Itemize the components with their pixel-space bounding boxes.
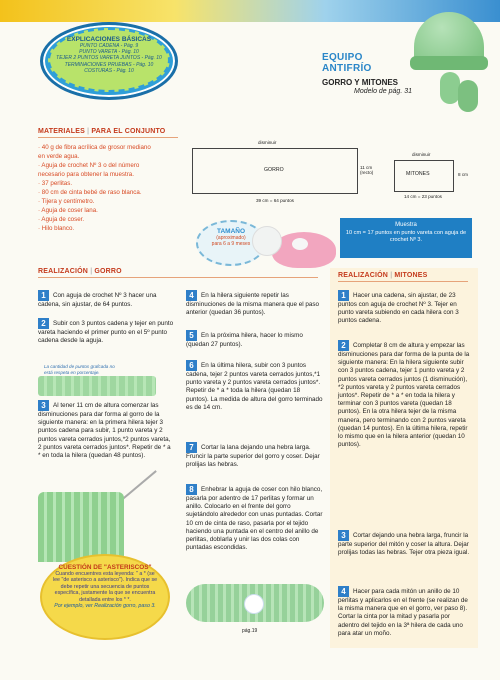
mitones-rule (338, 281, 468, 282)
material-item: · Aguja de coser. (38, 216, 85, 223)
gorro-step (186, 484, 324, 552)
gorro-heading (38, 268, 122, 275)
material-item: necesario para obtener la muestra. (38, 171, 134, 178)
materials-heading-main: MATERIALES (38, 128, 85, 135)
model-ref: Modelo de pág. 31 (354, 88, 412, 95)
gorro-step (186, 360, 324, 412)
gorro-step (38, 318, 174, 345)
step-text: Hacer para cada mitón un anillo de 10 perlitas y aplicarlos en el frente (se realizan de la misma manera que en el gorro, ver paso 8). Cortar la cinta por la mitad y pasarla por adentro del tejido en la 3ª hilera de cada uno para atar un moño. (338, 588, 468, 637)
material-item: · 80 cm de cinta bebé de raso blanca. (38, 189, 142, 196)
asterisk-note (40, 554, 170, 640)
size-text: para 6 a 9 meses (211, 241, 251, 247)
mitones-step (338, 586, 470, 638)
mitones-width-label: 14 cm = 23 puntos (404, 194, 442, 199)
material-item: · Hilo blanco. (38, 225, 75, 232)
basics-line: TEJER 2 PUNTOS VARETA JUNTOS - Pág. 10 (56, 55, 162, 62)
step-number: 2 (338, 340, 349, 351)
mitones-heading-main: REALIZACIÓN (338, 272, 389, 279)
basics-line: TERMINACIONES PRUEBAS - Pág. 10 (64, 61, 154, 68)
gorro-label: GORRO (264, 167, 284, 173)
asterisk-note-title: CUESTIÓN DE "ASTERISCOS" (58, 564, 152, 571)
gorro-decrease-label: disminuir (258, 140, 277, 145)
turtle-spot (292, 238, 308, 250)
step-number: 2 (38, 318, 49, 329)
top-color-bar (0, 0, 500, 22)
asterisk-note-body: Cuando encuentres esta leyenda: " a * (se lee "de asterisco a asterisco"). Indica que se debe repetir una secuencia de puntos específica, justamente la que se encuentra detallada entre los * *. (52, 571, 158, 603)
gorro-step (186, 330, 324, 349)
step-text: En la última hilera, subir con 3 puntos cadena, tejer 2 puntos vareta cerrados juntos,*1 punto vareta y 2 puntos vareta cerrados juntos*. Repetir de * a * toda la hilera (quedan 18 puntos). La medida de altura del gorro terminado es de 14 cm. (186, 362, 323, 411)
step-text: Cortar dejando una hebra larga, fruncir la parte superior del mitón y coser la altura. Dejar prolijas todas las hebras. Tejer otra pieza igual. (338, 532, 470, 557)
mitones-heading (338, 272, 428, 279)
mitones-step (338, 290, 470, 326)
step-number: 1 (38, 290, 49, 301)
material-item: · Aguja de crochet Nº 3 o del número (38, 162, 140, 169)
step-number: 7 (186, 442, 197, 453)
heading-separator: | (90, 268, 93, 275)
basics-badge (48, 28, 170, 92)
step-text: En la hilera siguiente repetir las disminuciones de la misma manera que el paso anterior (quedan 36 puntos). (186, 292, 320, 317)
gorro-step (186, 290, 324, 317)
mitones-label: MITONES (406, 171, 430, 177)
basics-badge-title: EXPLICACIONES BÁSICAS (66, 36, 152, 43)
mitones-step (338, 340, 470, 449)
project-title: GORRO Y MITONES (322, 78, 399, 87)
stitch-chart-image (38, 376, 156, 396)
step-text: En la próxima hilera, hacer lo mismo (quedan 27 puntos). (186, 332, 303, 348)
step-text: Hacer una cadena, sin ajustar, de 23 puntos con aguja de crochet Nº 3. Tejer en punto vareta subiendo en cada hilera con 3 puntos cadena. (338, 292, 459, 325)
material-item: · Aguja de coser lana. (38, 207, 98, 214)
size-title: TAMAÑO (216, 228, 246, 235)
materials-heading (38, 128, 165, 135)
mitones-height-label: 8 cm (458, 172, 468, 177)
asterisk-note-example: Por ejemplo, ver Realización gorro, paso 3. (54, 603, 156, 610)
page-number: pág.19 (242, 628, 258, 634)
step-text: Subir con 3 puntos cadena y tejer en punto vareta haciendo el primer punto en el 5º punto cadena desde la aguja. (38, 320, 174, 345)
section-title: EQUIPO ANTIFRÍO (322, 52, 372, 74)
gorro-step (186, 442, 324, 469)
step-text: Completar 8 cm de altura y empezar las disminuciones para dar forma de la punta de la siguiente manera: En la hilera siguiente subir con 3 puntos cadena, tejer 1 punto vareta y 2 puntos vareta cerrados juntos (1 disminución), *2 puntos vareta y 2 puntos vareta cerrados juntos*. Repetir de * a * en toda la hilera y terminar con 3 puntos vareta (quedan 18 puntos). En la otra hilera tejer de la misma manera, pero terminando con 2 puntos vareta (quedan 14 puntos). En la última hilera, repetir lo mismo que en la hilera anterior (quedan 10 puntos). (338, 342, 470, 449)
pearl-ring-image (244, 594, 264, 614)
gauge-title: Muestra (395, 222, 417, 228)
gorro-width-label: 39 cm = 64 puntos (256, 198, 294, 203)
gorro-step (38, 400, 174, 460)
size-sub: (aproximado) (216, 235, 246, 241)
mitones-heading-sub: MITONES (394, 272, 428, 279)
gauge-body: 10 cm = 17 puntos en punto vareta con aguja de crochet Nº 3. (345, 230, 467, 243)
mitten-photo (440, 72, 460, 104)
turtle-head (252, 226, 282, 256)
step-text: Cortar la lana dejando una hebra larga. Fruncir la parte superior del gorro y coser. Dejar prolijas las hebras. (186, 444, 320, 469)
chart-caption: La cantidad de puntos grafcada no está respeta en porcentaje. (44, 364, 115, 375)
heading-separator: | (87, 128, 90, 135)
page-header (322, 52, 412, 95)
materials-list (38, 143, 198, 233)
gorro-heading-main: REALIZACIÓN (38, 268, 89, 275)
hat-crochet-image (38, 492, 124, 562)
mitones-step (338, 530, 470, 557)
hat-brim-photo (410, 56, 488, 70)
basics-line: COSTURAS - Pág. 10 (84, 67, 134, 74)
material-item: en verde agua. (38, 153, 80, 160)
step-number: 5 (186, 330, 197, 341)
materials-rule (38, 137, 178, 138)
gauge-box (340, 218, 472, 258)
gorro-height-label: 11 cm (recto) (360, 165, 374, 175)
gorro-step (38, 290, 174, 309)
heading-separator: | (390, 272, 393, 279)
step-number: 8 (186, 484, 197, 495)
step-number: 3 (338, 530, 349, 541)
step-text: Enhebrar la aguja de coser con hilo blanco, pasarla por adentro de 17 perlitas y formar un anillo. Colocarlo en el frente del gorro sujetándolo alrededor con unas puntadas. Cortar 10 cm de cinta de raso, pasarla por el tejido haciendo una puntada en el centro del anillo de perlitas, doblarla y unir las dos colas con puntadas escondidas. (186, 486, 323, 552)
material-item: · 37 perlitas. (38, 180, 73, 187)
step-number: 1 (338, 290, 349, 301)
step-number: 3 (38, 400, 49, 411)
material-item: · 40 g de fibra acrílica de grosor mediano (38, 144, 151, 151)
mitones-decrease-label: disminuir (412, 152, 431, 157)
basics-line: PUNTO VARETA - Pág. 10 (79, 49, 139, 56)
step-number: 4 (186, 290, 197, 301)
gorro-heading-sub: GORRO (94, 268, 122, 275)
materials-heading-sub: PARA EL CONJUNTO (91, 128, 166, 135)
step-text: Con aguja de crochet Nº 3 hacer una cadena, sin ajustar, de 64 puntos. (38, 292, 157, 308)
gorro-rule (38, 277, 318, 278)
mitten-photo (458, 80, 478, 112)
step-text: Al tener 11 cm de altura comenzar las disminuciones para dar forma al gorro de la siguiente manera: en la primera hilera tejer 3 puntos cadena para subir, 1 punto vareta y 2 puntos vareta cerrados juntos,*2 puntos vareta, 2 puntos vareta cerrados juntos*. Repetir de * a * en toda la hilera (quedan 48 puntos). (38, 402, 171, 460)
basics-line: PUNTO CADENA - Pág. 9 (79, 43, 139, 49)
step-number: 6 (186, 360, 197, 371)
material-item: · Tijera y centímetro. (38, 198, 95, 205)
step-number: 4 (338, 586, 349, 597)
